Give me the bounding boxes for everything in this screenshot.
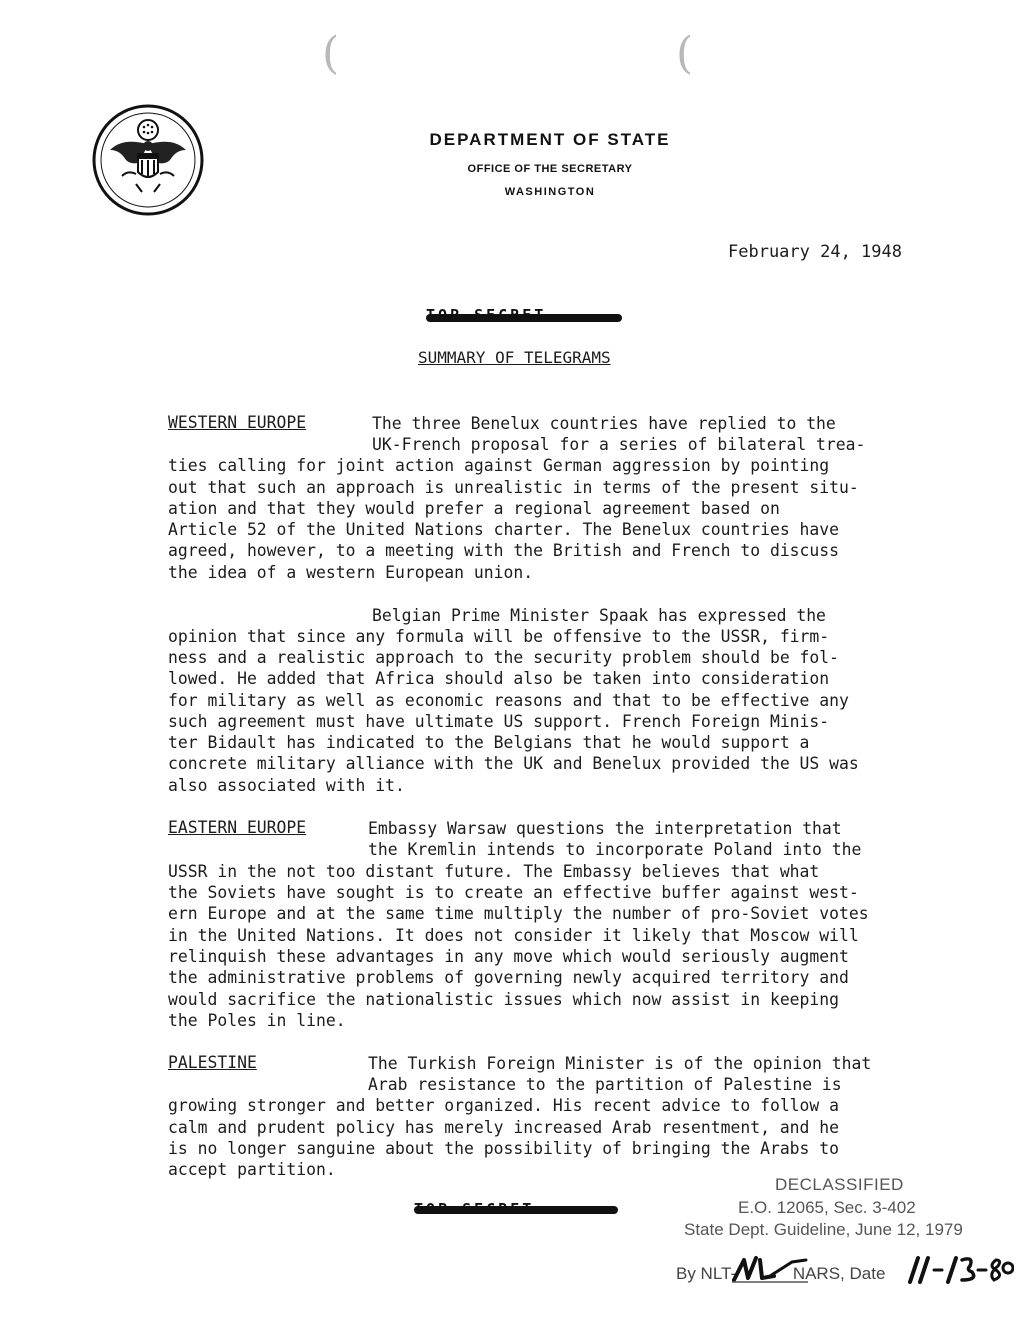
text-line: calm and prudent policy has merely increased Arab resentment, and he xyxy=(168,1118,840,1137)
text-line: relinquish these advantages in any move which would seriously augment xyxy=(168,947,849,966)
stamp-line-declassified: DECLASSIFIED xyxy=(775,1175,904,1194)
punch-hole-mark-left: ( xyxy=(322,28,340,79)
text-line: would sacrifice the nationalistic issues which now assist in keeping xyxy=(168,990,840,1009)
classification-marking-top xyxy=(426,306,622,328)
text-line: the administrative problems of governing newly acquired territory and xyxy=(168,968,849,987)
handwritten-date-signature xyxy=(904,1252,1014,1286)
department-seal-icon xyxy=(92,104,204,216)
text-line: The Turkish Foreign Minister is of the opinion that xyxy=(368,1054,872,1073)
text-line: ern Europe and at the same time multiply the number of pro-Soviet votes xyxy=(168,904,869,923)
text-line: USSR in the not too distant future. The Embassy believes that what xyxy=(168,862,820,881)
text-line: agreed, however, to a meeting with the British and French to discuss xyxy=(168,541,840,560)
letterhead-city: WASHINGTON xyxy=(504,186,596,198)
text-line: in the United Nations. It does not consider it likely that Moscow will xyxy=(168,926,859,945)
text-line: Belgian Prime Minister Spaak has expressed the xyxy=(372,606,826,625)
text-line: lowed. He added that Africa should also be taken into consideration xyxy=(168,669,830,688)
text-line: such agreement must have ultimate US support. French Foreign Minis- xyxy=(168,712,830,731)
redaction-bar xyxy=(414,1206,618,1214)
text-line: the idea of a western European union. xyxy=(168,563,534,582)
document-date: February 24, 1948 xyxy=(728,242,902,262)
text-line: for military as well as economic reasons and that to be effective any xyxy=(168,691,849,710)
summary-title: SUMMARY OF TELEGRAMS xyxy=(418,348,611,367)
text-line: ter Bidault has indicated to the Belgians that he would support a xyxy=(168,733,810,752)
text-line: concrete military alliance with the UK and Benelux provided the US was xyxy=(168,754,859,773)
classification-marking-bottom xyxy=(414,1200,618,1222)
redaction-bar xyxy=(426,314,622,322)
handwritten-initials-signature xyxy=(730,1252,810,1286)
letterhead-department: DEPARTMENT OF STATE xyxy=(429,130,671,149)
section-heading-eastern-europe: EASTERN EUROPE xyxy=(168,818,307,837)
letterhead-office: OFFICE OF THE SECRETARY xyxy=(467,163,633,175)
text-line: the Kremlin intends to incorporate Poland into the xyxy=(368,840,862,859)
section-heading-western-europe: WESTERN EUROPE xyxy=(168,413,307,432)
text-line: opinion that since any formula will be offensive to the USSR, firm- xyxy=(168,627,830,646)
text-line: is no longer sanguine about the possibility of bringing the Arabs to xyxy=(168,1139,840,1158)
text-line: Arab resistance to the partition of Palestine is xyxy=(368,1075,842,1094)
text-line: The three Benelux countries have replied to the xyxy=(372,414,836,433)
section-heading-palestine: PALESTINE xyxy=(168,1053,257,1072)
text-line: growing stronger and better organized. His recent advice to follow a xyxy=(168,1096,840,1115)
text-line: the Soviets have sought is to create an effective buffer against west- xyxy=(168,883,859,902)
text-line: Embassy Warsaw questions the interpretation that xyxy=(368,819,842,838)
text-line: UK-French proposal for a series of bilateral trea- xyxy=(372,435,866,454)
text-line: also associated with it. xyxy=(168,776,405,795)
text-line: accept partition. xyxy=(168,1160,336,1179)
stamp-line-guideline: State Dept. Guideline, June 12, 1979 xyxy=(684,1220,963,1239)
stamp-line-signoff: By NLT- NARS, Date xyxy=(676,1264,886,1283)
stamp-line-authority: E.O. 12065, Sec. 3-402 xyxy=(738,1198,916,1217)
text-line: the Poles in line. xyxy=(168,1011,346,1030)
text-line: ties calling for joint action against German aggression by pointing xyxy=(168,456,830,475)
text-line: ation and that they would prefer a regional agreement based on xyxy=(168,499,780,518)
text-line: Article 52 of the United Nations charter. The Benelux countries have xyxy=(168,520,840,539)
text-line: ness and a realistic approach to the security problem should be fol- xyxy=(168,648,840,667)
text-line: out that such an approach is unrealistic in terms of the present situ- xyxy=(168,478,859,497)
punch-hole-mark-right: ( xyxy=(676,28,694,79)
